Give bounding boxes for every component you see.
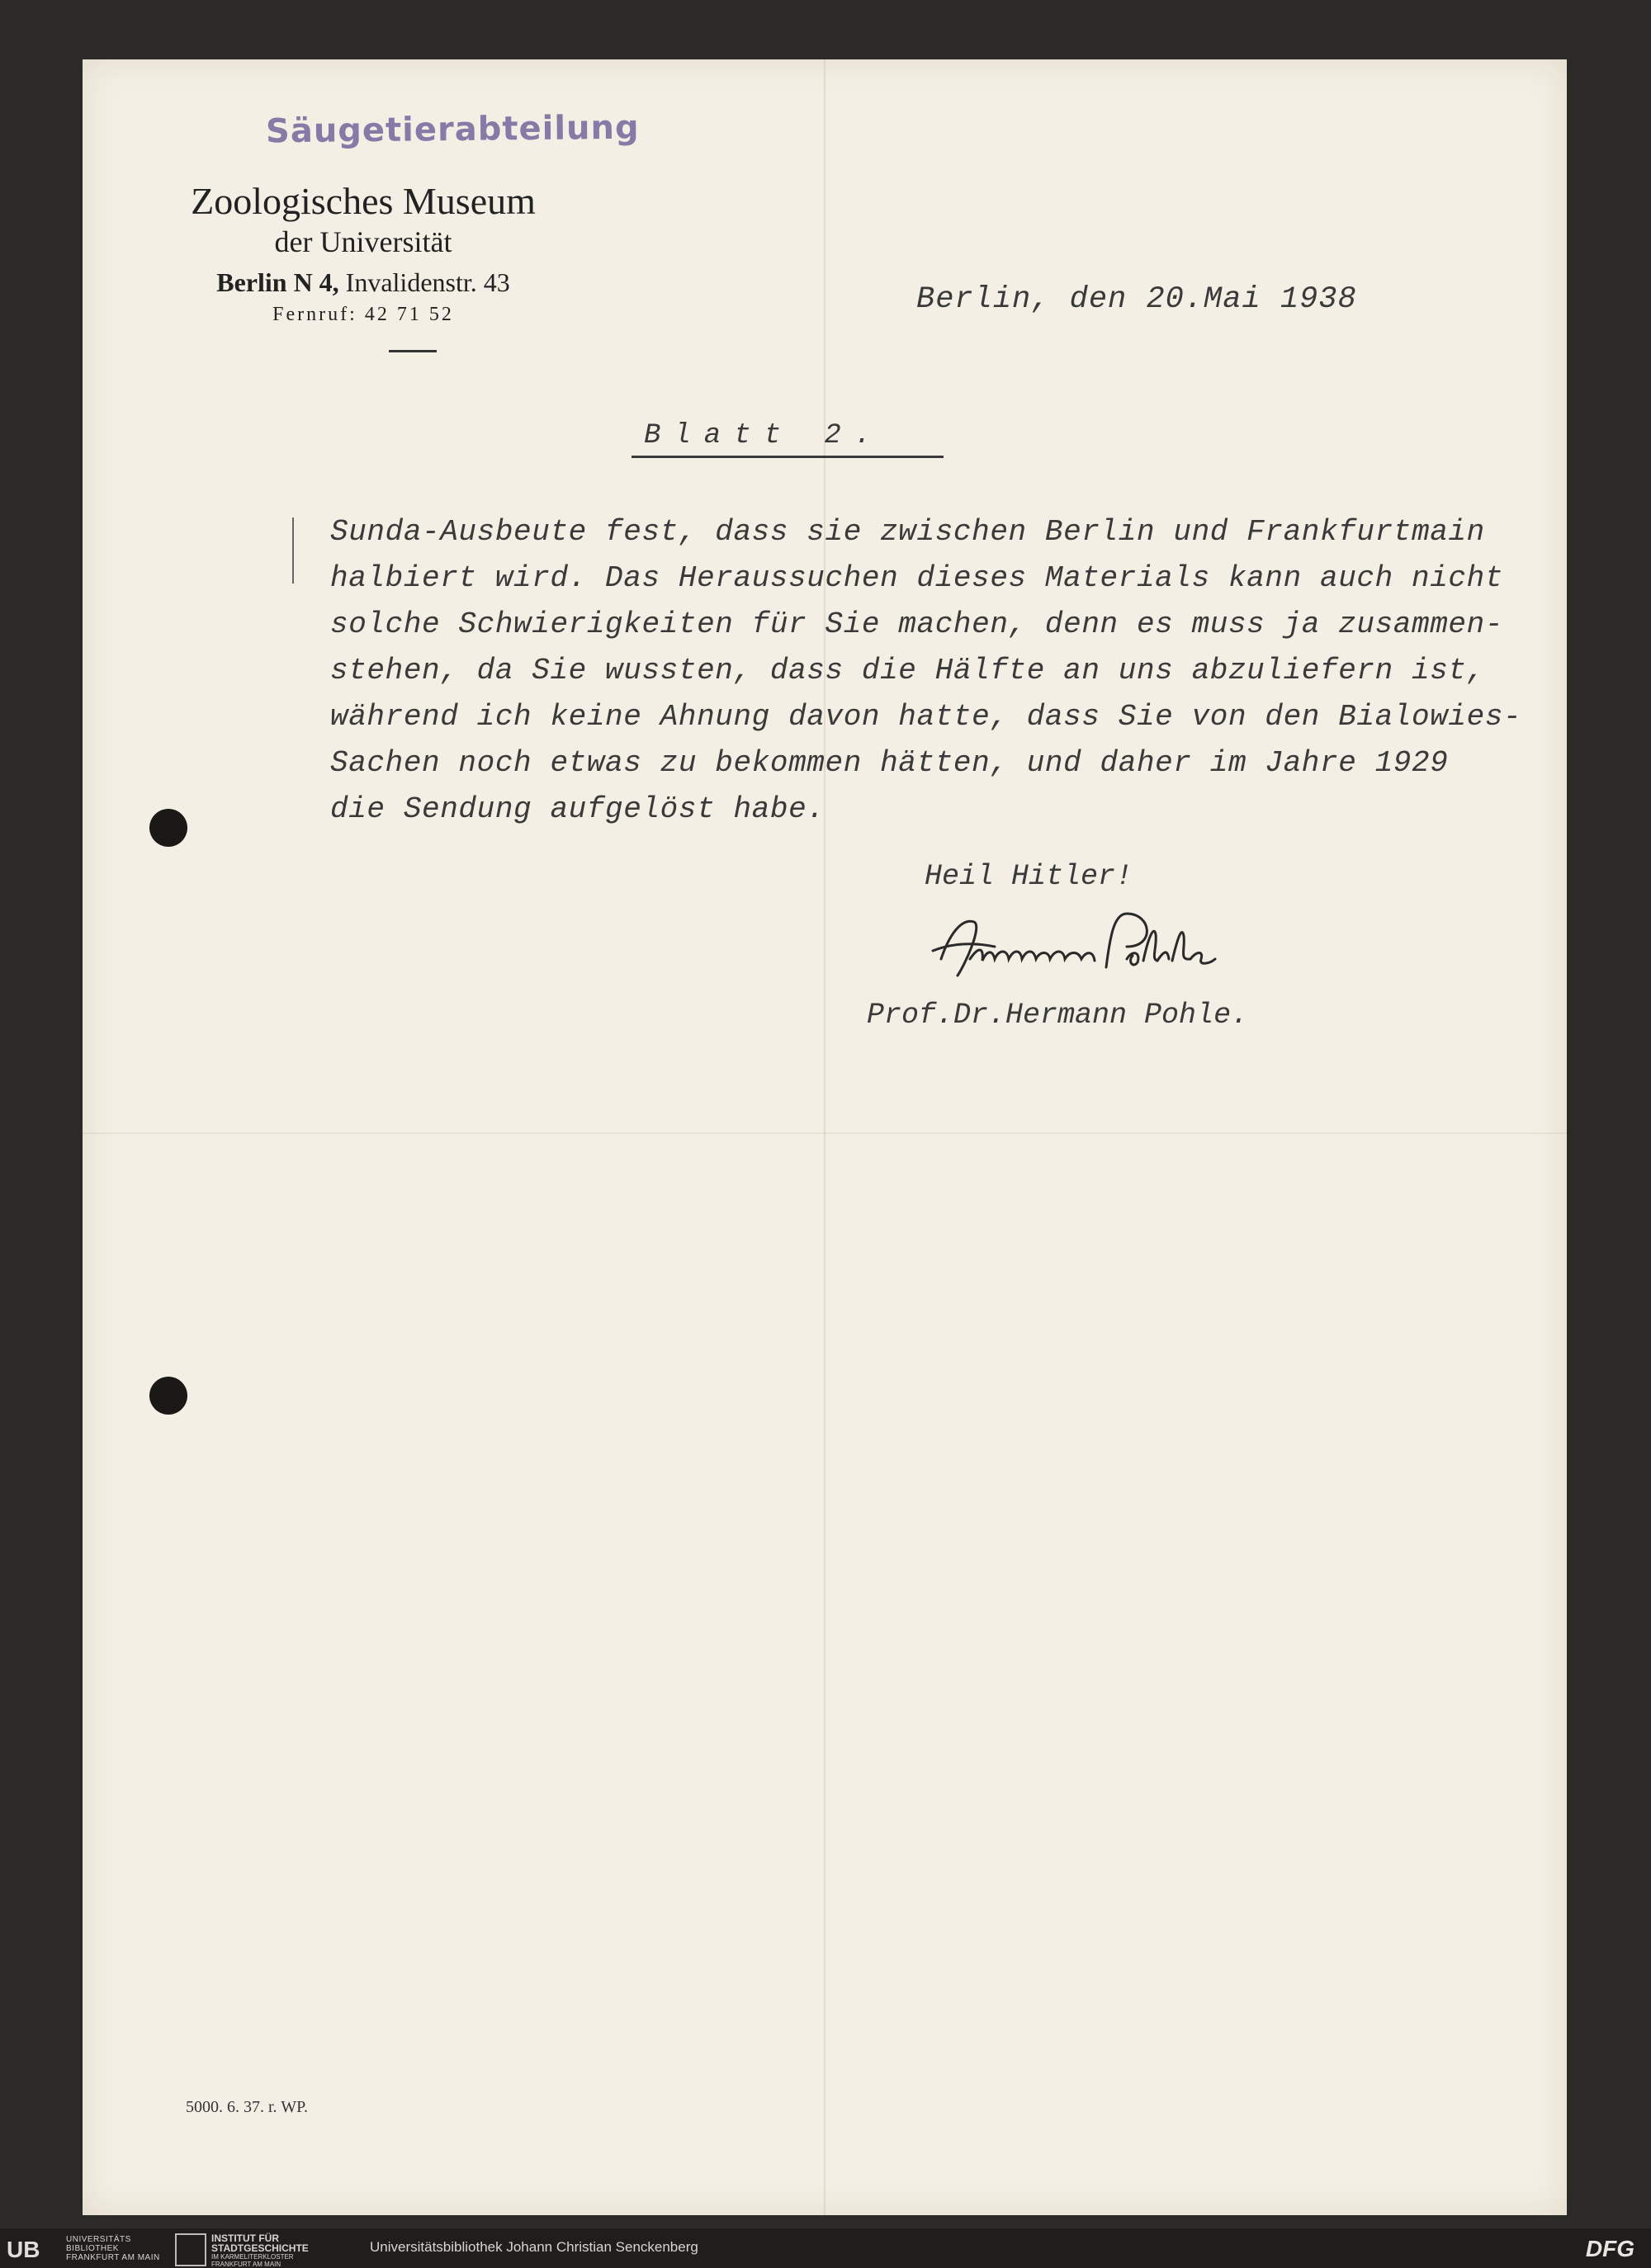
institution-address: [165, 267, 561, 298]
closing-greeting: Heil Hitler!: [925, 860, 1133, 893]
institute-logo-icon: [175, 2233, 206, 2266]
address-street: Invalidenstr. 43: [345, 267, 510, 297]
margin-mark: [292, 517, 294, 584]
letter-sheet: [83, 59, 1567, 2215]
viewer-footer-bar: [0, 2228, 1651, 2268]
institution-subtitle: der Universität: [274, 225, 452, 258]
institute-line: STADTGESCHICHTE: [211, 2242, 309, 2254]
letterhead-rule: [389, 350, 437, 352]
library-name: Universitätsbibliothek Johann Christian Senckenberg: [370, 2239, 698, 2255]
institute-line: INSTITUT FÜR: [211, 2233, 279, 2244]
body-line: Sunda-Ausbeute fest, dass sie zwischen Berlin und Frankfurtmain: [330, 515, 1485, 549]
ub-line: BIBLIOTHEK: [66, 2244, 119, 2253]
department-stamp: Säugetierabteilung: [265, 108, 640, 151]
body-line: während ich keine Ahnung davon hatte, dass Sie von den Bialowies-: [330, 700, 1522, 734]
institution-phone: Fernruf: 42 71 52: [272, 304, 454, 325]
body-line: solche Schwierigkeiten für Sie machen, denn es muss ja zusammen-: [330, 607, 1504, 641]
body-line: stehen, da Sie wussten, dass die Hälfte an uns abzuliefern ist,: [330, 654, 1485, 687]
body-line: halbiert wird. Das Heraussuchen dieses Materials kann auch nicht: [330, 561, 1504, 595]
body-line: Sachen noch etwas zu bekommen hätten, und daher im Jahre 1929: [330, 746, 1449, 780]
ub-logo-text: [66, 2235, 160, 2262]
punch-hole-bottom: [149, 1377, 187, 1415]
fold-crease-horizontal: [83, 1132, 1567, 1134]
letter-date: Berlin, den 20.Mai 1938: [916, 282, 1357, 317]
address-city: Berlin N 4,: [216, 267, 339, 297]
signer-name: Prof.Dr.Hermann Pohle.: [867, 999, 1249, 1032]
fold-crease-vertical: [824, 59, 826, 2215]
print-code: 5000. 6. 37. r. WP.: [186, 2098, 308, 2116]
letter-body: [330, 509, 1618, 833]
sheet-label: Blatt 2.: [644, 420, 885, 451]
institute-small-line: FRANKFURT AM MAIN: [211, 2261, 281, 2268]
institution-name: Zoologisches Museum: [191, 180, 536, 222]
ub-line: FRANKFURT AM MAIN: [66, 2253, 160, 2262]
punch-hole-top: [149, 809, 187, 847]
ub-logo: UB: [7, 2237, 40, 2262]
institute-logo-text: [211, 2233, 309, 2268]
institute-small-line: IM KARMELITERKLOSTER: [211, 2253, 294, 2261]
ub-line: UNIVERSITÄTS: [66, 2235, 131, 2244]
body-line: die Sendung aufgelöst habe.: [330, 792, 826, 826]
dfg-logo: DFG: [1585, 2236, 1634, 2261]
handwritten-signature: [916, 901, 1263, 992]
sheet-label-underline: [632, 456, 944, 458]
